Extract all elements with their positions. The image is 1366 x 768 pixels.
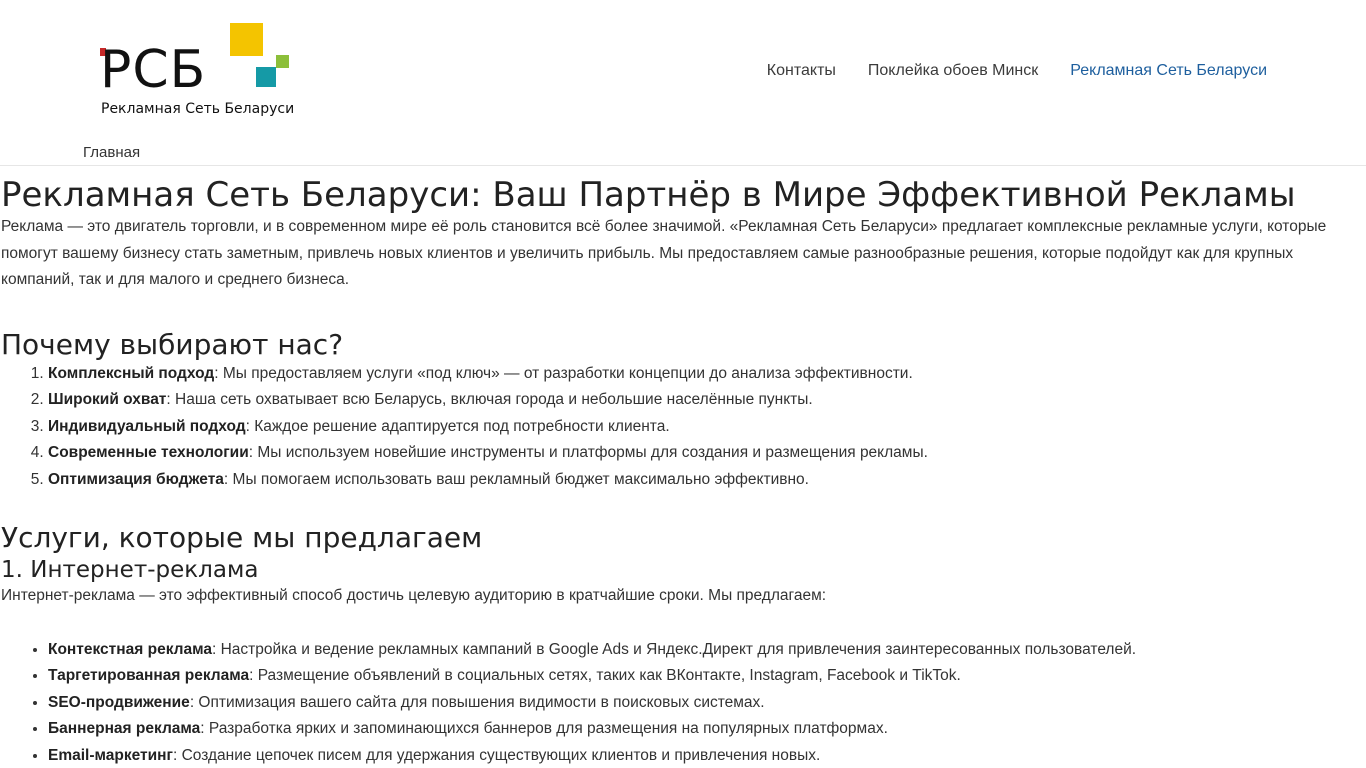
logo-teal-square [256,67,276,87]
list-item [48,716,1366,743]
list-item [48,440,1366,467]
list-item [48,743,1366,768]
why-us-list [1,361,1366,494]
list-item-text: : Настройка и ведение рекламных кампаний в Google Ads и Яндекс.Директ для привлечения заинтересованных пользователей. [211,640,1137,658]
list-item-text: : Мы помогаем использовать ваш рекламный бюджет максимально эффективно. [223,470,809,488]
internet-ads-heading: 1. Интернет-реклама [1,557,259,583]
main-content [0,176,1366,768]
list-item-term: Оптимизация бюджета [48,470,224,488]
list-item-text: : Каждое решение адаптируется под потребности клиента. [245,417,670,435]
nav-item-contacts[interactable]: Контакты [766,62,836,79]
list-item-text: : Мы предоставляем услуги «под ключ» — от разработки концепции до анализа эффективности. [214,364,913,382]
main-nav [767,61,1267,81]
list-item [48,414,1366,441]
list-item [48,361,1366,388]
logo-subtitle: Рекламная Сеть Беларуси [101,101,295,117]
page-title: Рекламная Сеть Беларуси: Ваш Партнёр в Мире Эффективной Рекламы [1,175,1296,215]
list-item [48,663,1366,690]
list-item-term: Email-маркетинг [48,746,173,764]
list-item [48,387,1366,414]
list-item-text: : Размещение объявлений в социальных сетях, таких как ВКонтакте, Instagram, Facebook и TikTok. [249,667,961,684]
site-logo[interactable] [100,20,300,120]
logo-main-text: РСБ [100,40,207,100]
list-item-term: Комплексный подход [48,364,215,382]
logo-green-square [276,55,289,68]
nav-item-wallpaper[interactable]: Поклейка обоев Минск [867,62,1039,79]
list-item-text: : Создание цепочек писем для удержания существующих клиентов и привлечения новых. [172,746,821,764]
list-item-text: : Разработка ярких и запоминающихся баннеров для размещения на популярных платформах. [200,720,888,737]
list-item-term: Контекстная реклама [48,640,212,658]
list-item [48,637,1366,664]
why-us-heading: Почему выбирают нас? [1,327,344,361]
list-item-term: SEO-продвижение [48,693,190,711]
logo-yellow-square [230,23,263,56]
nav-item-rsb[interactable]: Рекламная Сеть Беларуси [1070,62,1267,79]
internet-ads-intro: Интернет-реклама — это эффективный способ достичь целевую аудиторию в кратчайшие сроки. Мы предлагаем: [1,587,827,604]
list-item-text: : Наша сеть охватывает всю Беларусь, включая города и небольшие населённые пункты. [166,391,813,408]
list-item-term: Индивидуальный подход [48,417,246,435]
list-item-term: Современные технологии [48,444,249,461]
list-item [48,690,1366,717]
list-item-term: Широкий охват [48,391,167,408]
list-item-text: : Оптимизация вашего сайта для повышения видимости в поисковых системах. [189,693,765,711]
list-item-text: : Мы используем новейшие инструменты и платформы для создания и размещения рекламы. [248,444,928,461]
internet-ads-list [1,637,1366,768]
list-item-term: Таргетированная реклама [48,667,250,684]
site-header [0,0,1366,166]
intro-paragraph: Реклама — это двигатель торговли, и в современном мире её роль становится всё более значимой. «Рекламная Сеть Беларуси» предлагает комплексные рекламные услуги, которые помогут вашему бизнесу стать заметным, привлечь новых клиентов и увеличить прибыль. Мы предоставляем самые разнообразные решения, которые подойдут как для крупных компаний, так и для малого и среднего бизнеса. [1,218,1327,288]
list-item [48,467,1366,494]
services-heading: Услуги, которые мы предлагаем [1,521,483,554]
list-item-term: Баннерная реклама [48,720,201,737]
breadcrumb[interactable]: Главная [83,144,141,161]
